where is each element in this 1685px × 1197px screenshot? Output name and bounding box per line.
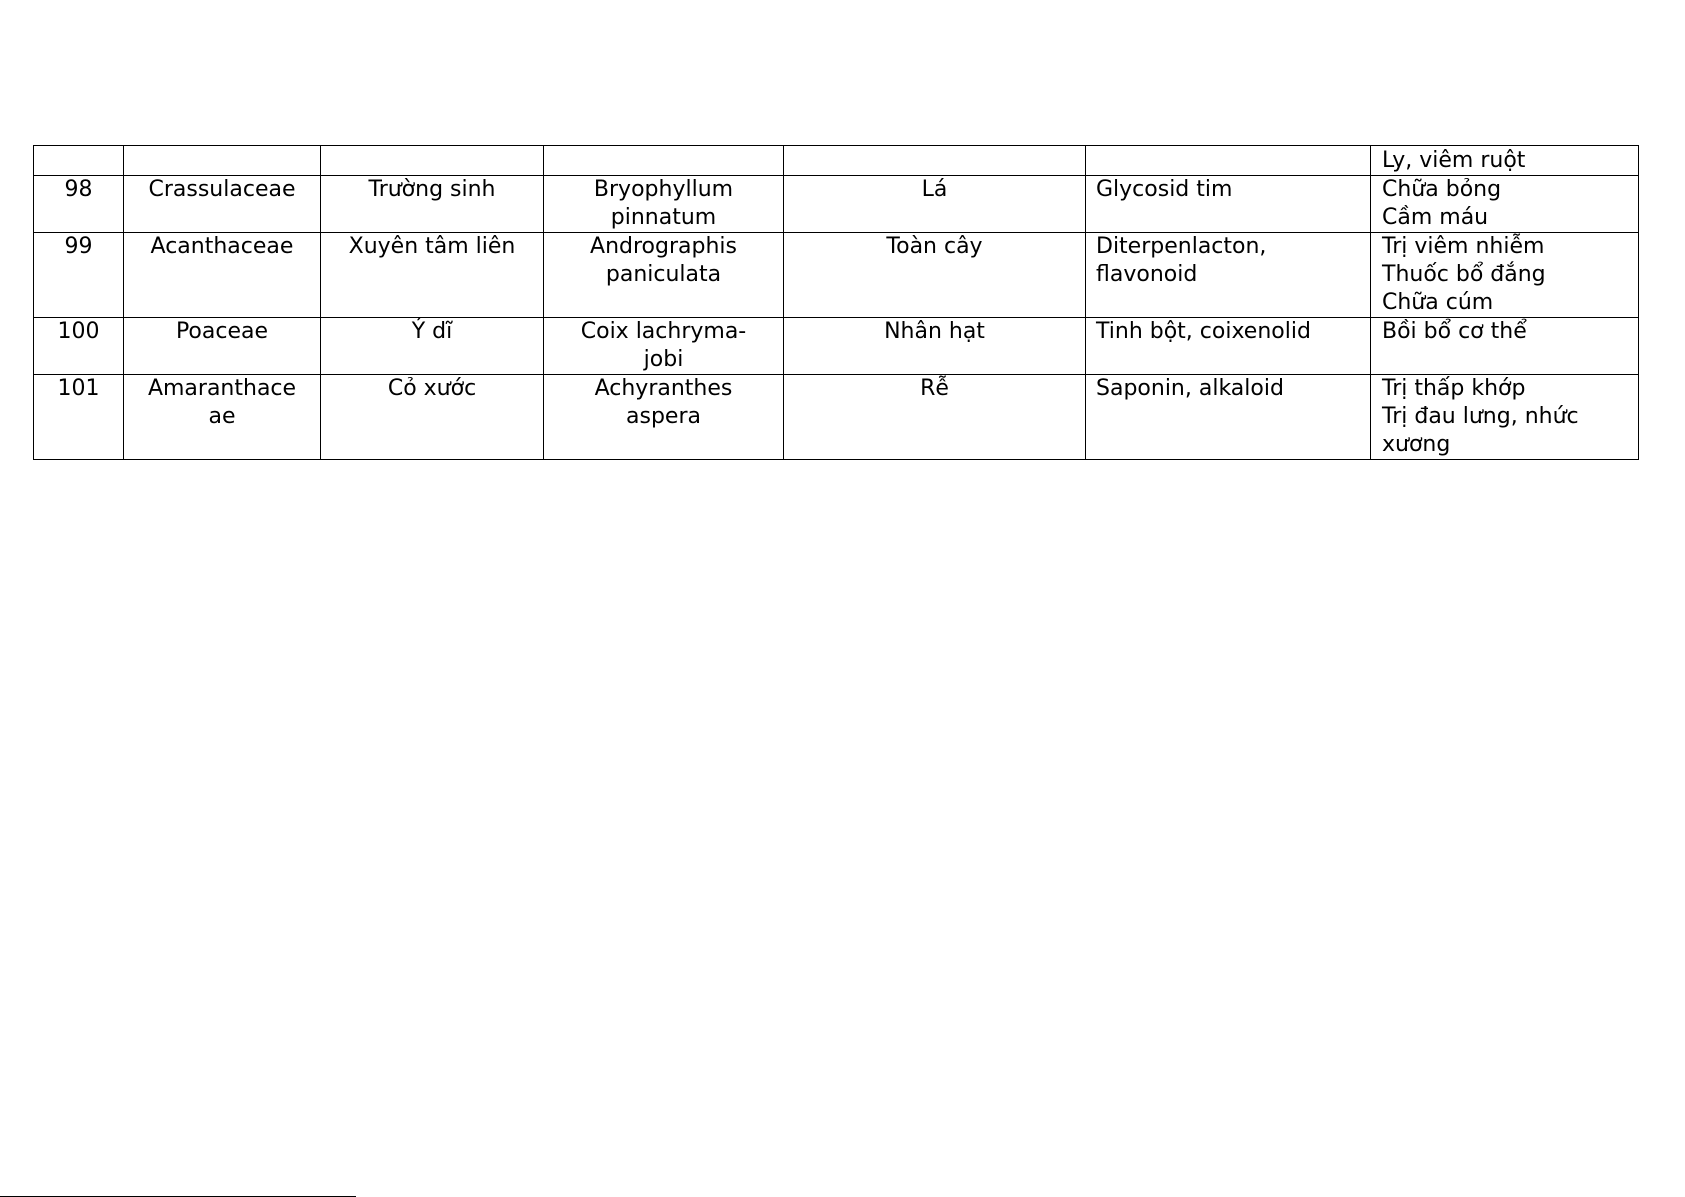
effects-cell <box>1371 176 1639 233</box>
effect-line: Trị thấp khớp <box>1382 376 1526 401</box>
table-row <box>34 318 1639 375</box>
stt-cell: 99 <box>34 233 124 318</box>
sci-name-line: jobi <box>643 347 684 372</box>
vn-name-cell <box>321 146 544 176</box>
family-line: Amaranthace <box>147 376 297 401</box>
sci-name-cell <box>544 375 784 460</box>
table-row <box>34 233 1639 318</box>
stt-cell: 101 <box>34 375 124 460</box>
sci-name-line: aspera <box>626 404 701 429</box>
family-cell <box>124 375 321 460</box>
stt-cell: 100 <box>34 318 124 375</box>
part-cell: Rễ <box>784 375 1086 460</box>
family-cell <box>124 146 321 176</box>
plant-table <box>33 145 1639 460</box>
sci-name-cell <box>544 318 784 375</box>
effect-line: Cầm máu <box>1382 205 1489 230</box>
sci-name-line: paniculata <box>605 262 722 287</box>
compound-line: Diterpenlacton, <box>1096 234 1267 259</box>
compound-line: Tinh bột, coixenolid <box>1096 319 1311 344</box>
sci-name-line: Achyranthes <box>594 376 733 401</box>
effect-line: Chữa cúm <box>1382 290 1494 315</box>
part-cell: Lá <box>784 176 1086 233</box>
table-row-continuation <box>34 146 1639 176</box>
table-row <box>34 375 1639 460</box>
family-line: Poaceae <box>175 319 269 344</box>
family-line: Acanthaceae <box>150 234 294 259</box>
table-row <box>34 176 1639 233</box>
vn-name-cell: Trường sinh <box>321 176 544 233</box>
effect-line: Ly, viêm ruột <box>1382 148 1526 173</box>
part-cell: Toàn cây <box>784 233 1086 318</box>
compound-line: Glycosid tim <box>1096 177 1233 202</box>
family-line: Crassulaceae <box>148 177 296 202</box>
stt-cell <box>34 146 124 176</box>
vn-name-cell: Cỏ xước <box>321 375 544 460</box>
effect-line: Trị viêm nhiễm <box>1382 234 1545 259</box>
effects-cell <box>1371 146 1639 176</box>
compound-line: Saponin, alkaloid <box>1096 376 1284 401</box>
sci-name-line: pinnatum <box>610 205 717 230</box>
sci-name-line: Andrographis <box>590 234 737 259</box>
compounds-cell <box>1086 176 1371 233</box>
family-cell <box>124 233 321 318</box>
effect-line: Thuốc bổ đắng <box>1382 262 1546 287</box>
compounds-cell <box>1086 318 1371 375</box>
compounds-cell <box>1086 146 1371 176</box>
sci-name-cell <box>544 146 784 176</box>
family-cell <box>124 318 321 375</box>
effect-line: xương <box>1382 432 1451 457</box>
family-line: ae <box>208 404 236 429</box>
compound-line: flavonoid <box>1096 262 1198 287</box>
sci-name-cell <box>544 176 784 233</box>
stt-cell: 98 <box>34 176 124 233</box>
compounds-cell <box>1086 375 1371 460</box>
effects-cell <box>1371 318 1639 375</box>
effects-cell <box>1371 233 1639 318</box>
effect-line: Trị đau lưng, nhức <box>1382 404 1579 429</box>
vn-name-cell: Xuyên tâm liên <box>321 233 544 318</box>
part-cell <box>784 146 1086 176</box>
effect-line: Bồi bổ cơ thể <box>1382 319 1527 344</box>
family-cell <box>124 176 321 233</box>
compounds-cell <box>1086 233 1371 318</box>
sci-name-cell <box>544 233 784 318</box>
effects-cell <box>1371 375 1639 460</box>
sci-name-line: Bryophyllum <box>593 177 734 202</box>
sci-name-line: Coix lachryma- <box>580 319 747 344</box>
vn-name-cell: Ý dĩ <box>321 318 544 375</box>
effect-line: Chữa bỏng <box>1382 177 1502 202</box>
part-cell: Nhân hạt <box>784 318 1086 375</box>
